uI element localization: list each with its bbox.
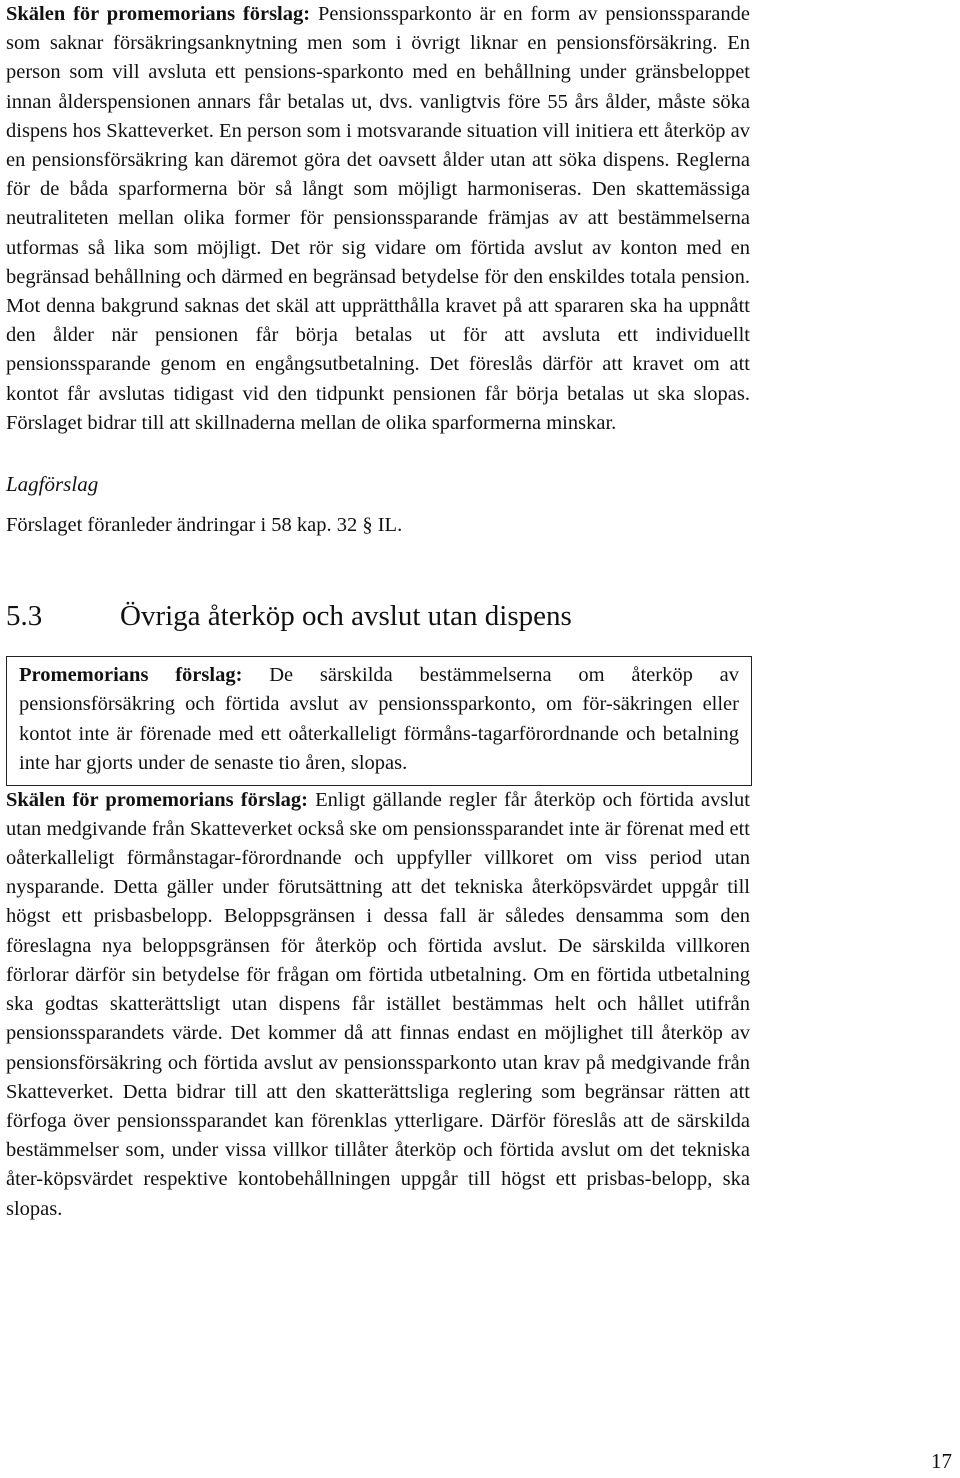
line: köpsvärdet respektive kontobehållningen uppgår till högst ett prisbas- [43, 1168, 652, 1191]
section-number: 5.3 [6, 600, 43, 633]
line: pensionsförsäkring och förtida avslut av pensionssparkonto, om för- [19, 693, 613, 716]
line: möjligt harmoniseras. Den skattemässiga neutraliteten mellan olika [6, 178, 751, 230]
line: åren, slopas. [305, 752, 408, 775]
paragraph-skalen-2 [6, 786, 750, 1224]
line: dispens får istället bestämmas helt och hållet utifrån pensionssparandets [6, 993, 751, 1045]
line: enskildes totala pension. Mot denna bakgrund saknas det skäl att [6, 265, 751, 318]
line: förordnande och uppfyller villkoret om viss period utan nysparande. [6, 847, 750, 899]
line: sparformerna minskar. [431, 411, 617, 434]
line: värde. Det kommer då att finnas endast en möjlighet till återköp av [172, 1022, 750, 1045]
section-heading [6, 598, 750, 634]
line: begränsad behållning och därmed en begränsad betydelse för den [6, 265, 544, 288]
line: pensionssparande som saknar försäkringsanknytning men som i övrigt [6, 3, 751, 55]
line: ska slopas. Förslaget bidrar till att skillnaderna mellan de olika [6, 382, 750, 434]
line: under vissa villkor tillåter återköp och förtida avslut om det tekniska åter- [6, 1139, 751, 1191]
line: som den föreslagna nya beloppsgränsen för återköp och förtida avslut. [6, 905, 751, 957]
line: sparkonto med en behållning under gränsbeloppet innan ålderspensionen [6, 61, 750, 113]
line: pensionsförsäkring och förtida avslut av pensionssparkonto utan krav på [6, 1051, 606, 1074]
line: utbetalning. Om en förtida utbetalning ska godtas skatterättsligt utan [6, 963, 750, 1016]
line: och förtida avslut utan medgivande från Skatteverket också ske om [6, 788, 750, 840]
line: att söka dispens. Reglerna för de båda sparformerna bör så långt som [6, 149, 751, 201]
line: högst ett prisbasbelopp. Beloppsgränsen i dessa fall är således densamma [6, 905, 664, 928]
line: annars får betalas ut, dvs. vanligtvis före 55 års ålder, måste söka dispens [6, 90, 751, 142]
lagforslag-text: Förslaget föranleder ändringar i 58 kap. 32 § IL. [6, 514, 403, 537]
line: De särskilda villkoren förlorar därför sin betydelse för frågan om förtida [6, 934, 750, 986]
line: Detta gäller under förutsättning att det tekniska återköpsvärdet uppgår till [113, 876, 751, 899]
line: De särskilda bestämmelserna om återköp av [269, 664, 740, 687]
line: belopp, ska slopas. [6, 1168, 751, 1220]
paragraph-skalen-1 [6, 0, 750, 438]
proposal-box [6, 656, 752, 786]
line: genom en engångsutbetalning. Det föreslås därför att kravet om att [160, 353, 751, 376]
line: återköp av en pensionsförsäkring kan däremot göra det oavsett ålder utan [6, 119, 751, 172]
line: lika som möjligt. Det rör sig vidare om förtida avslut av konton med en [114, 236, 751, 259]
proposal-text [19, 661, 739, 779]
document-page [6, 0, 750, 1224]
paragraph-lead: Skälen för promemorians förslag: [6, 788, 308, 811]
line: hos Skatteverket. En person som i motsvarande situation vill initiera ett [72, 119, 659, 142]
line: får börja betalas ut för att avsluta ett individuellt pensionssparande [6, 324, 750, 376]
line: pensionssparandet inte är förenat med ett oåterkalleligt förmånstagar- [6, 817, 750, 870]
section-title: Övriga återköp och avslut utan dispens [120, 600, 572, 633]
line: medgivande från Skatteverket. Detta bidrar till att den skatterättsliga [6, 1051, 750, 1103]
line: former för pensionssparande främjas av att bestämmelserna utformas så [6, 207, 751, 259]
line: Enligt gällande regler får återköp [315, 788, 596, 811]
line: kontot får avslutas tidigast vid den tidpunkt pensionen får börja betalas ut [6, 382, 649, 405]
line: upprätthålla kravet på att spararen ska ha uppnått den ålder när pensionen [6, 295, 751, 347]
line: liknar en pensionsförsäkring. En person som vill avsluta ett pensions- [6, 32, 750, 84]
paragraph-lead: Skälen för promemorians förslag: [6, 3, 311, 25]
line: Pensionssparkonto är en form av [317, 3, 598, 25]
subheading-lagforslag: Lagförslag [6, 472, 99, 497]
page-number: 17 [931, 1449, 952, 1473]
line: tagarförordnande och betalning inte har gjorts under de senaste tio [19, 722, 739, 775]
line: säkringen eller kontot inte är förenade med ett oåterkalleligt förmåns- [19, 693, 739, 745]
line: reglering som begränsar rätten att förfoga över pensionssparandet kan [6, 1080, 751, 1132]
line: förenklas ytterligare. Därför föreslås att de särskilda bestämmelser som, [6, 1109, 750, 1162]
proposal-lead: Promemorians förslag: [19, 664, 243, 687]
